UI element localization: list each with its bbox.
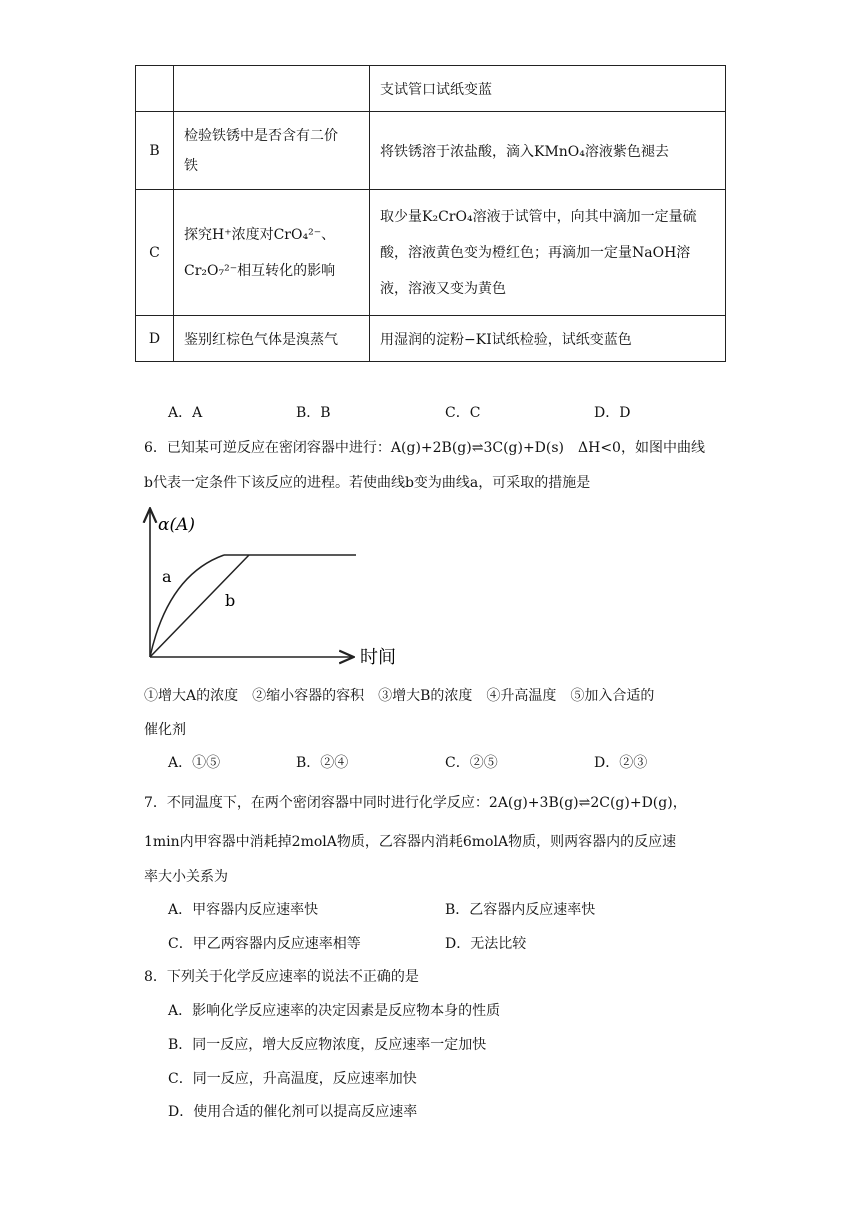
q6-choice-d[interactable]: D．②③ (594, 755, 648, 771)
q6-choice-a[interactable]: A．①⑤ (168, 755, 221, 771)
q7-stem-line: 率大小关系为 (144, 869, 228, 885)
q7-stem-line: 1min内甲容器中消耗掉2molA物质，乙容器内消耗6molA物质，则两容器内的反应速 (144, 834, 677, 850)
y-axis-label: α(A) (158, 515, 196, 535)
q8-stem: 8．下列关于化学反应速率的说法不正确的是 (144, 969, 419, 985)
q6-stem-line: b代表一定条件下该反应的进程。若使曲线b变为曲线a，可采取的措施是 (144, 475, 591, 491)
purpose-line: 铁 (184, 157, 198, 174)
reaction-progress-graph (140, 500, 410, 672)
option-cell: B (136, 112, 174, 190)
q8-choice-b[interactable]: B．同一反应，增大反应物浓度，反应速率一定加快 (168, 1037, 487, 1053)
procedure-line: 液，溶液又变为黄色 (380, 280, 506, 297)
purpose-line: Cr₂O₇²⁻相互转化的影响 (184, 262, 336, 279)
procedure-cell: 支试管口试纸变蓝 (370, 66, 726, 112)
option-cell: D (136, 316, 174, 362)
procedure-cell: 将铁锈溶于浓盐酸，滴入KMnO₄溶液紫色褪去 (370, 112, 726, 190)
q7-stem-line: 7．不同温度下，在两个密闭容器中同时进行化学反应：2A(g)+3B(g)⇌2C(g)+D(g)， (144, 795, 687, 811)
procedure-line: 取少量K₂CrO₄溶液于试管中，向其中滴加一定量硫 (380, 208, 697, 225)
purpose-cell (174, 190, 370, 316)
q8-choice-d[interactable]: D．使用合适的催化剂可以提高反应速率 (168, 1104, 418, 1120)
q7-choice-b[interactable]: B．乙容器内反应速率快 (445, 902, 596, 918)
option-cell (136, 66, 174, 112)
q6-stem-line: 6．已知某可逆反应在密闭容器中进行：A(g)+2B(g)⇌3C(g)+D(s) ΔH<0，如图中曲线 (144, 440, 705, 456)
table-row (136, 316, 726, 362)
experiment-table (135, 65, 726, 362)
q6-choice-b[interactable]: B．②④ (296, 755, 349, 771)
purpose-line: 探究H⁺浓度对CrO₄²⁻、 (184, 226, 336, 243)
q7-choice-d[interactable]: D．无法比较 (445, 936, 527, 952)
q5-choice-c[interactable]: C．C (445, 405, 481, 421)
q8-choice-c[interactable]: C．同一反应，升高温度，反应速率加快 (168, 1071, 417, 1087)
table-row (136, 190, 726, 316)
q5-choice-b[interactable]: B．B (296, 405, 331, 421)
q6-choice-c[interactable]: C．②⑤ (445, 755, 498, 771)
q6-measures-line: 催化剂 (144, 722, 186, 738)
procedure-cell: 用湿润的淀粉−KI试纸检验，试纸变蓝色 (370, 316, 726, 362)
q7-choice-a[interactable]: A．甲容器内反应速率快 (168, 902, 319, 918)
q5-choice-d[interactable]: D．D (594, 405, 631, 421)
procedure-cell (370, 190, 726, 316)
option-cell: C (136, 190, 174, 316)
curve-a-label: a (162, 567, 172, 586)
q7-choice-c[interactable]: C．甲乙两容器内反应速率相等 (168, 936, 361, 952)
purpose-cell (174, 66, 370, 112)
q6-measures-line: ①增大A的浓度 ②缩小容器的容积 ③增大B的浓度 ④升高温度 ⑤加入合适的 (144, 688, 655, 704)
procedure-line: 酸，溶液黄色变为橙红色；再滴加一定量NaOH溶 (380, 244, 691, 261)
q8-choice-a[interactable]: A．影响化学反应速率的决定因素是反应物本身的性质 (168, 1003, 501, 1019)
curve-b-label: b (225, 591, 236, 610)
x-axis-label: 时间 (360, 647, 396, 668)
purpose-cell (174, 112, 370, 190)
table-row (136, 112, 726, 190)
q5-choice-a[interactable]: A．A (168, 405, 203, 421)
table-row (136, 66, 726, 112)
purpose-cell: 鉴别红棕色气体是溴蒸气 (174, 316, 370, 362)
purpose-line: 检验铁锈中是否含有二价 (184, 127, 338, 144)
